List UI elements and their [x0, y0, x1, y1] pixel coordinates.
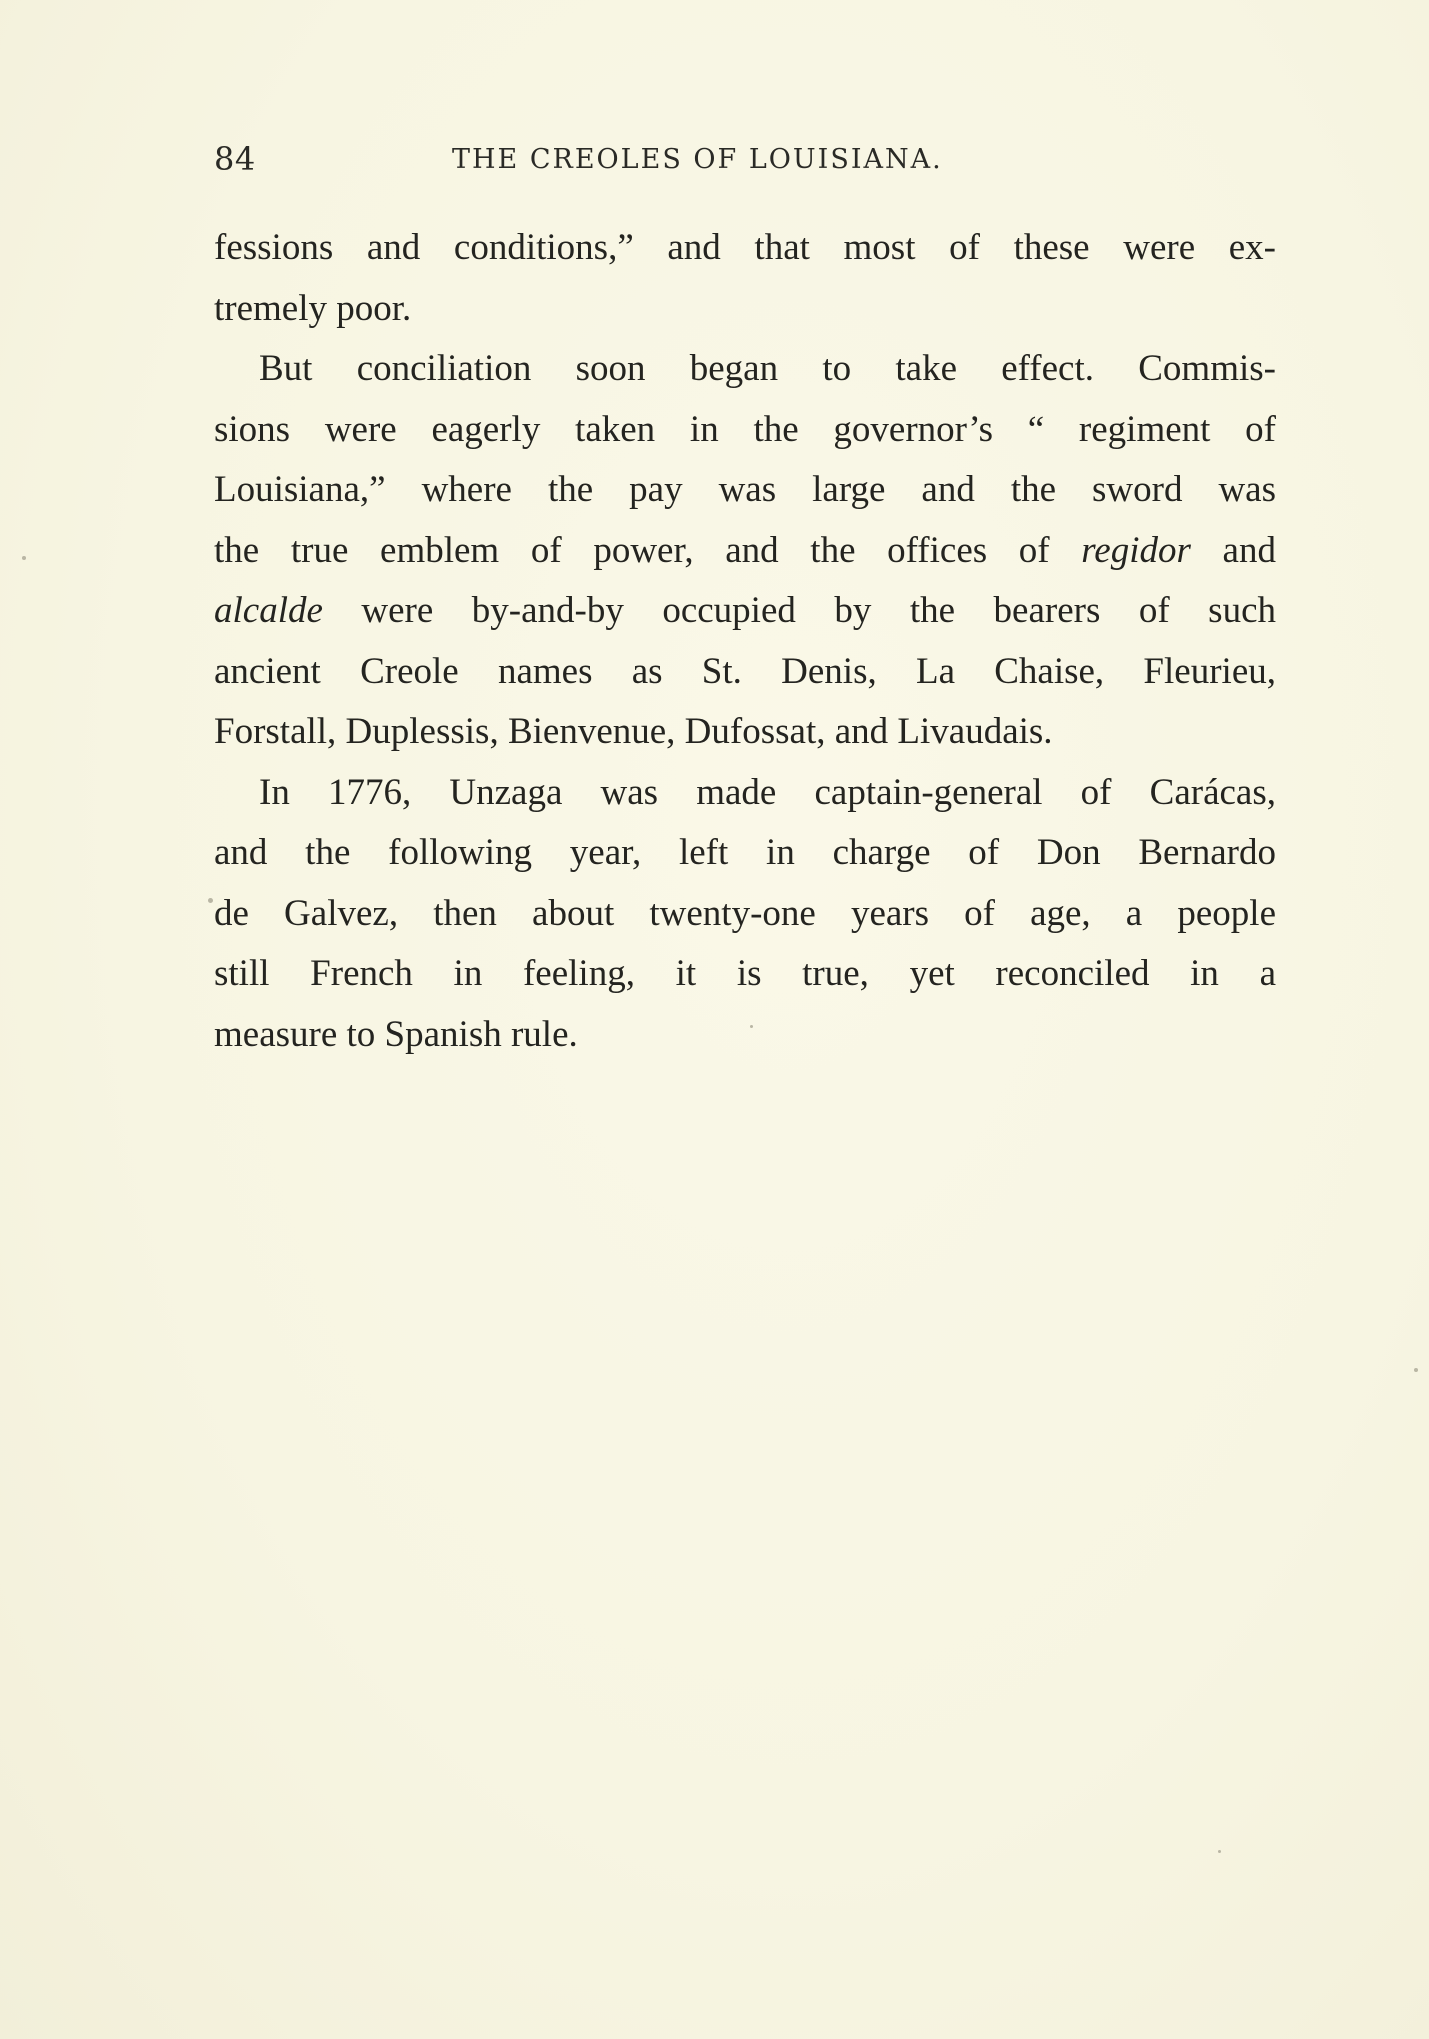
- text-line: fessions and conditions,” and that most of these were ex-: [214, 227, 1276, 268]
- text-line: ancient Creole names as St. Denis, La Chaise, Fleurieu,: [214, 650, 1276, 692]
- paper-speck: [22, 556, 26, 560]
- text-line: Louisiana,” where the pay was large and the sword was: [214, 469, 1276, 510]
- text-line: sions were eagerly taken in the governor’s “ regiment of: [214, 408, 1276, 450]
- text-line: Forstall, Duplessis, Bienvenue, Dufossat, and Livaudais.: [214, 711, 1053, 752]
- paper-speck: [1218, 1850, 1221, 1853]
- text-line: alcalde were by-and-by occupied by the bearers of such: [214, 590, 1276, 631]
- text-line: de Galvez, then about twenty-one years of age, a people: [214, 892, 1276, 934]
- running-head: THE CREOLES OF LOUISIANA.: [452, 144, 943, 175]
- text-line: tremely poor.: [214, 287, 412, 329]
- italic-term-regidor: regidor: [1081, 529, 1191, 571]
- page-header: [214, 140, 1274, 190]
- text-line: and the following year, left in charge of Don Bernardo: [214, 832, 1276, 873]
- text-line: still French in feeling, it is true, yet reconciled in a: [214, 953, 1276, 994]
- paper-speck: [1414, 1368, 1418, 1372]
- text-line: In 1776, Unzaga was made captain-general of Carácas,: [259, 771, 1276, 813]
- italic-term-alcalde: alcalde: [214, 590, 323, 631]
- paper-speck: [750, 1025, 753, 1028]
- text-line: the true emblem of power, and the offices of regidor and: [214, 529, 1276, 571]
- text-line: measure to Spanish rule.: [214, 1013, 578, 1055]
- page-number: 84: [214, 140, 256, 178]
- paper-speck: [208, 898, 213, 903]
- body-text: [214, 218, 1276, 1065]
- text-line: But conciliation soon began to take effect. Commis-: [259, 348, 1276, 389]
